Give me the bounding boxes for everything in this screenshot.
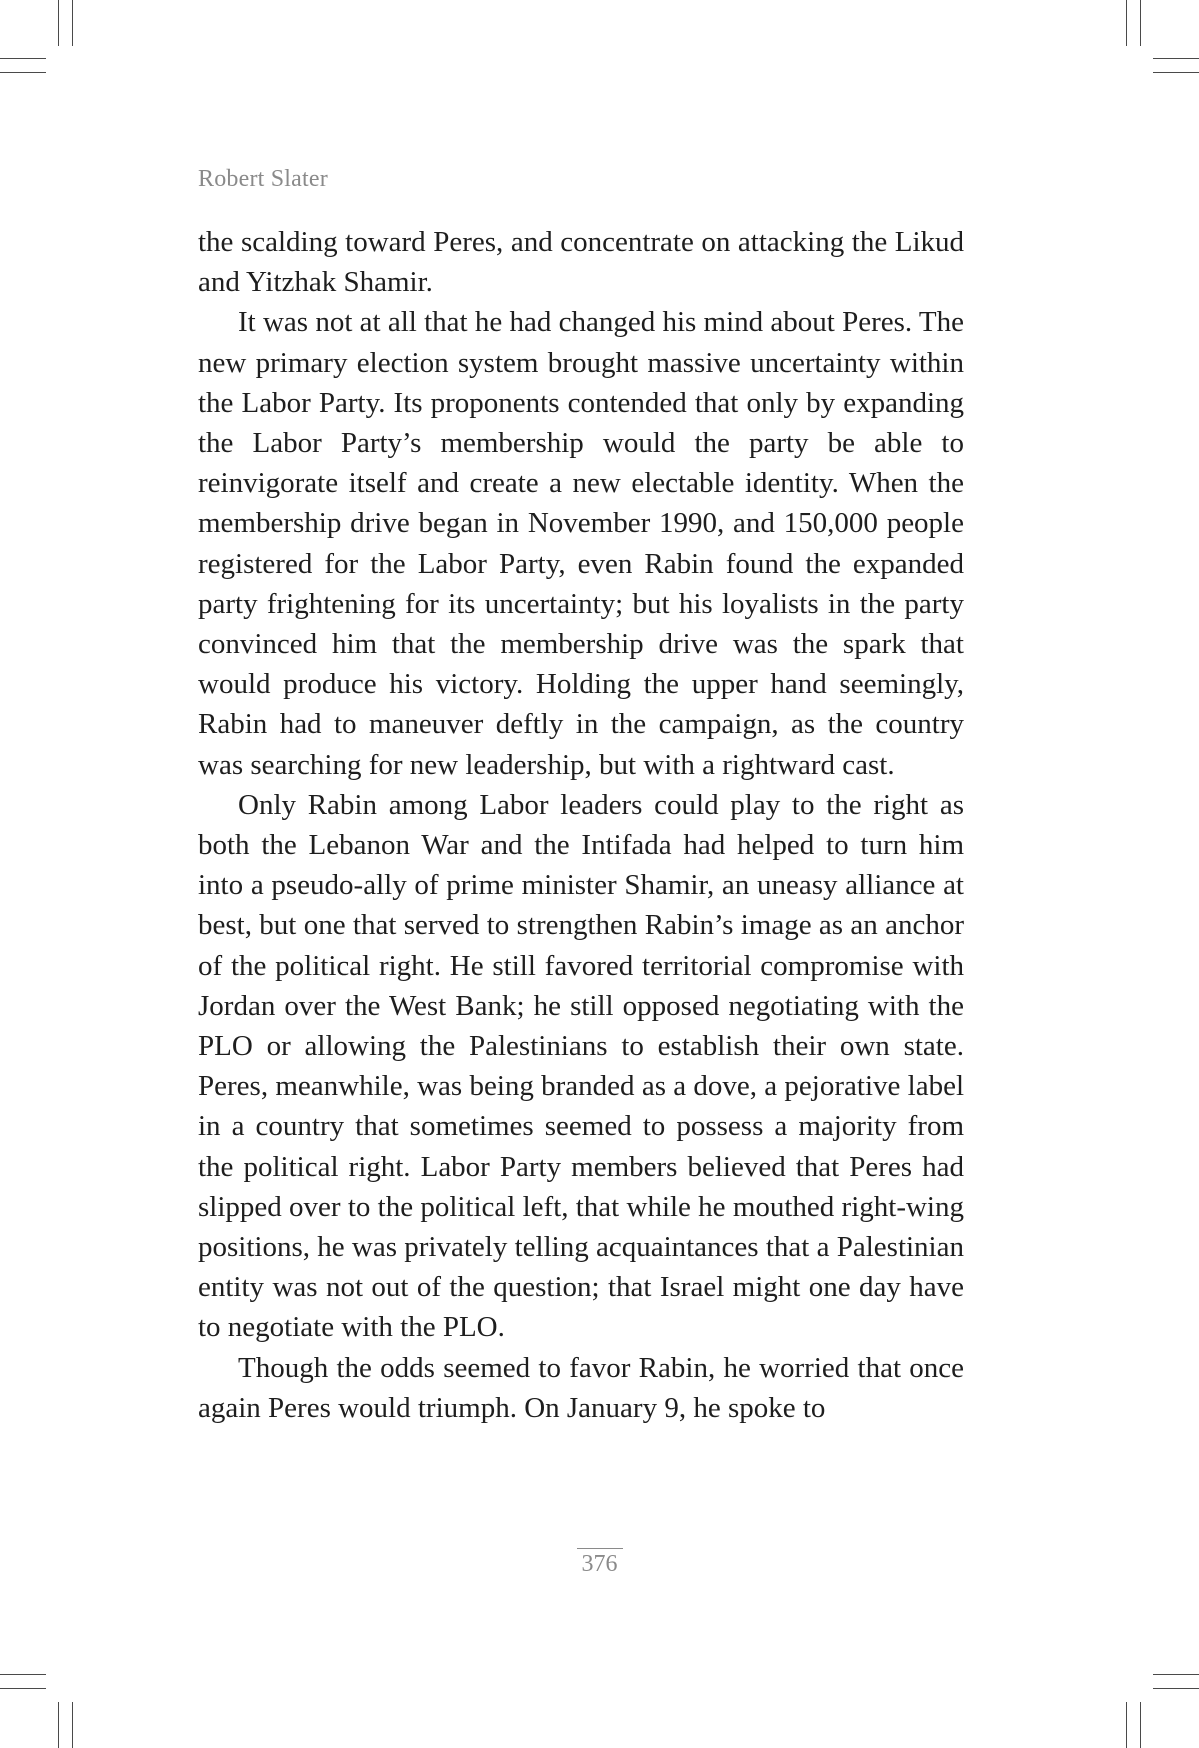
crop-mark-top-right-v1 [1126,0,1127,46]
crop-mark-bottom-right-h1 [1153,1674,1199,1675]
paragraph: Though the odds seemed to favor Rabin, he worried that once again Peres would triumph. On January 9, he spoke to [198,1351,964,1424]
paragraph: It was not at all that he had changed his mind about Peres. The new primary election system brought massive uncertainty within the Labor Party. Its proponents contended that only by expanding the Labor Party’s membership would the party be able to reinvigorate itself and create a new electable identity. When the membership drive began in November 1990, and 150,000 people registered for the Labor Party, even Rabin found the expanded party frightening for its uncertainty; but his loyalists in the party convinced him that the membership drive was the spark that would produce his victory. Holding the upper hand seemingly, Rabin had to maneuver deftly in the campaign, as the country was searching for new leadership, but with a rightward cast. [198,306,964,781]
crop-mark-top-right-v2 [1140,0,1141,46]
crop-mark-top-left-h1 [0,58,46,59]
body-text [198,222,964,1428]
crop-mark-top-left-h2 [0,72,46,73]
crop-mark-bottom-left-v1 [58,1702,59,1748]
paragraph-continued: the scalding toward Peres, and concentrate on attacking the Likud and Yitzhak Shamir. [198,226,964,299]
crop-mark-bottom-right-v1 [1126,1702,1127,1748]
crop-mark-top-left-v2 [72,0,73,46]
crop-mark-bottom-left-v2 [72,1702,73,1748]
crop-mark-bottom-right-h2 [1153,1688,1199,1689]
crop-mark-bottom-left-h1 [0,1674,46,1675]
crop-mark-top-right-h2 [1153,72,1199,73]
crop-mark-bottom-left-h2 [0,1688,46,1689]
crop-mark-bottom-right-v2 [1140,1702,1141,1748]
paragraph: Only Rabin among Labor leaders could play to the right as both the Lebanon War and the Intifada had helped to turn him into a pseudo-ally of prime minister Shamir, an uneasy alliance at best, but one that served to strengthen Rabin’s image as an anchor of the political right. He still favored territorial compromise with Jordan over the West Bank; he still opposed negotiating with the PLO or allowing the Palestinians to establish their own state. Peres, meanwhile, was being branded as a dove, a pejorative label in a country that sometimes seemed to possess a majority from the political right. Labor Party members believed that Peres had slipped over to the political left, that while he mouthed right-wing positions, he was privately telling acquaintances that a Palestinian entity was not out of the question; that Israel might one day have to negotiate with the PLO. [198,788,964,1344]
page-number-block [0,1548,1199,1578]
crop-mark-top-right-h1 [1153,58,1199,59]
running-head-author: Robert Slater [198,166,328,192]
page-number-rule [577,1548,623,1549]
page-number: 376 [581,1551,618,1577]
crop-mark-top-left-v1 [58,0,59,46]
